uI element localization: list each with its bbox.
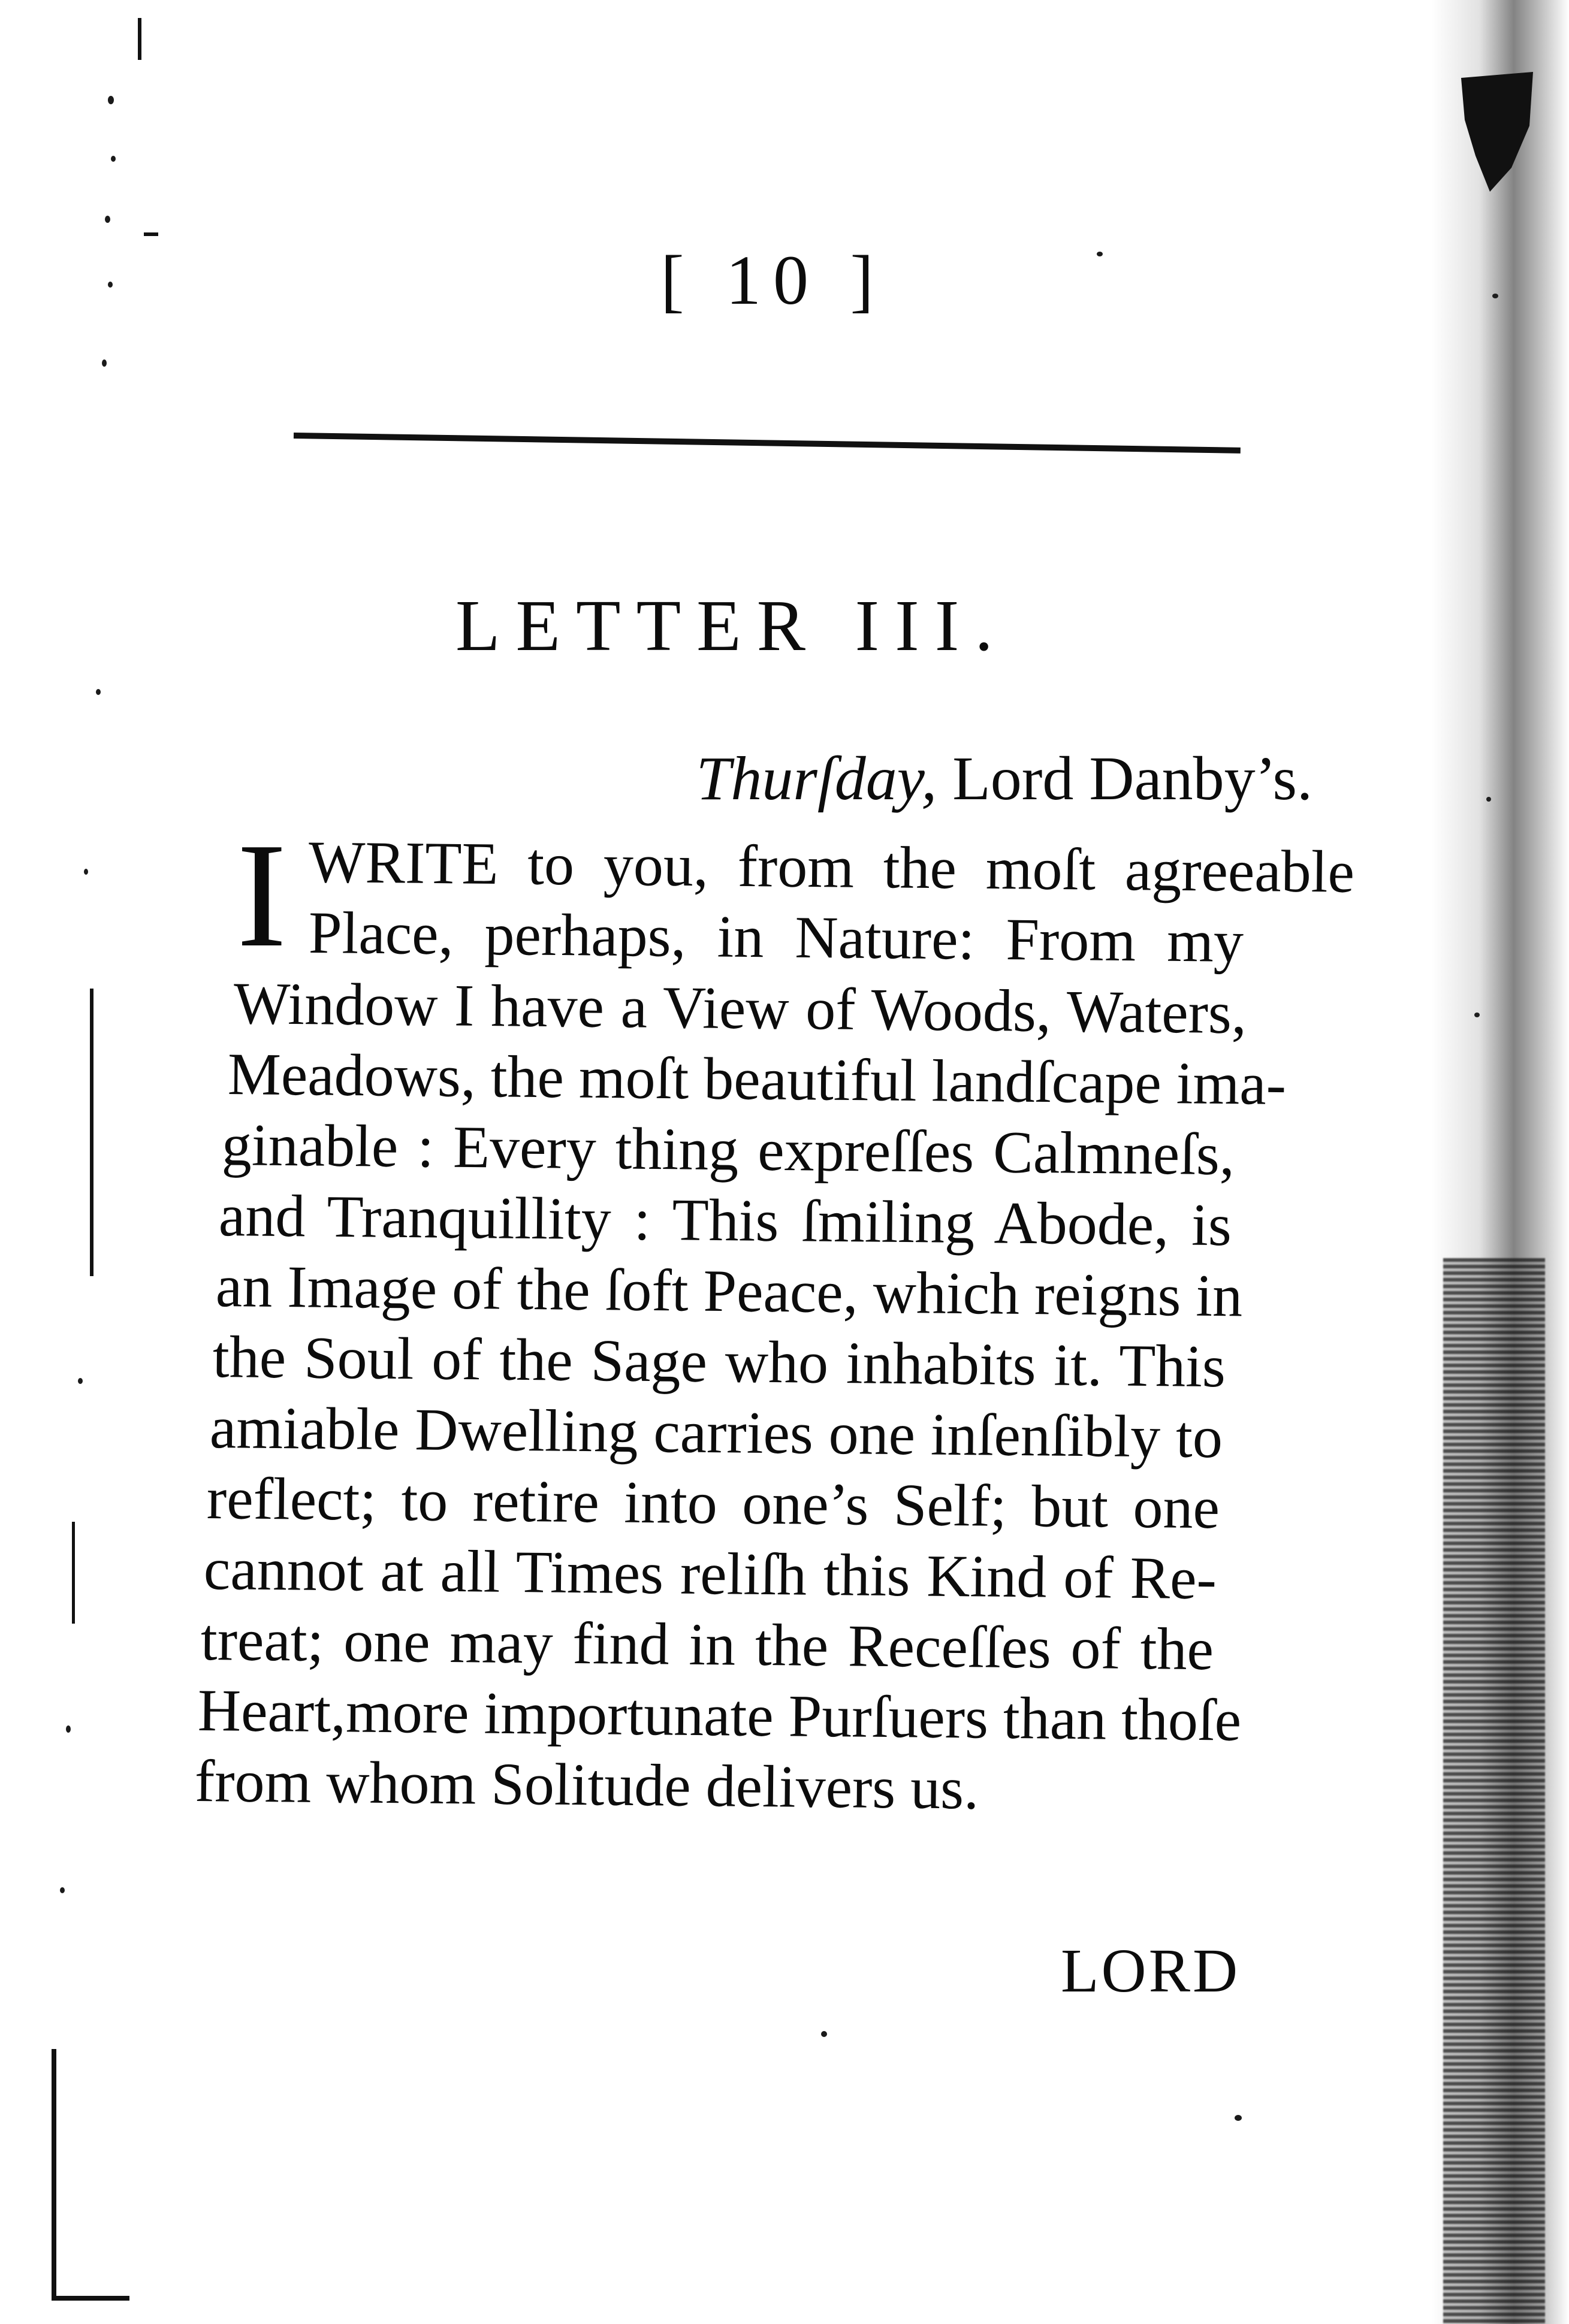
body-line: reflect; to retire into one’s Self; but one [206, 1465, 1220, 1542]
left-gutter-foot [52, 2296, 129, 2301]
body-line: Window I have a View of Woods, Waters, [233, 970, 1247, 1047]
speck [108, 282, 113, 288]
speck [60, 1887, 65, 1893]
speck [96, 689, 101, 695]
speck [108, 96, 114, 104]
left-gutter-line [52, 2049, 56, 2301]
body-line: WRITE to you, from the moſt agreeable [308, 829, 1355, 905]
body-line: amiable Dwelling carries one inſenſibly to [209, 1394, 1223, 1471]
drop-cap: I [237, 812, 287, 978]
body-line: Heart,more importunate Purſuers than thoſe [197, 1677, 1242, 1754]
body-line: Place, perhaps, in Nature: From my [308, 899, 1244, 975]
letter-body [194, 827, 1355, 1822]
left-gutter-dash [144, 232, 158, 236]
dateline-day: Thurſday, [696, 744, 937, 813]
speck [102, 359, 107, 367]
speck [78, 1378, 83, 1384]
body-line: the Soul of the Sage who inhabits it. This [212, 1323, 1226, 1400]
speck [111, 156, 116, 162]
left-gutter-mark [138, 18, 141, 60]
body-line: cannot at all Times reliſh this Kind of Re- [203, 1536, 1217, 1612]
body-line: from whom Solitude delivers us. [194, 1748, 979, 1822]
body-line: Meadows, the moſt beautiful landſcape ima- [227, 1041, 1287, 1117]
left-gutter-rule-2 [72, 1522, 75, 1624]
body-line: treat; one may find in the Receſſes of the [200, 1606, 1214, 1683]
left-gutter-rule [90, 989, 93, 1276]
speck [66, 1725, 71, 1733]
page-edge-texture [1443, 1258, 1545, 2324]
dateline-place: Lord Danby’s. [937, 744, 1312, 813]
dateline [653, 743, 1312, 814]
speck [105, 216, 110, 223]
body-line: ginable : Every thing expreſſes Calmneſs, [221, 1111, 1235, 1188]
speck [84, 869, 88, 875]
page-number: [ 10 ] [660, 241, 886, 319]
speck [821, 2031, 827, 2037]
catchword: LORD [1061, 1936, 1241, 2005]
body-line: an Image of the ſoft Peace, which reigns in [215, 1253, 1243, 1329]
body-line: and Tranquillity : This ſmiling Abode, is [218, 1182, 1232, 1259]
header-rule [294, 433, 1241, 454]
speck [1235, 2115, 1242, 2121]
letter-heading: LETTER III. [455, 585, 1009, 666]
speck [1097, 252, 1103, 256]
